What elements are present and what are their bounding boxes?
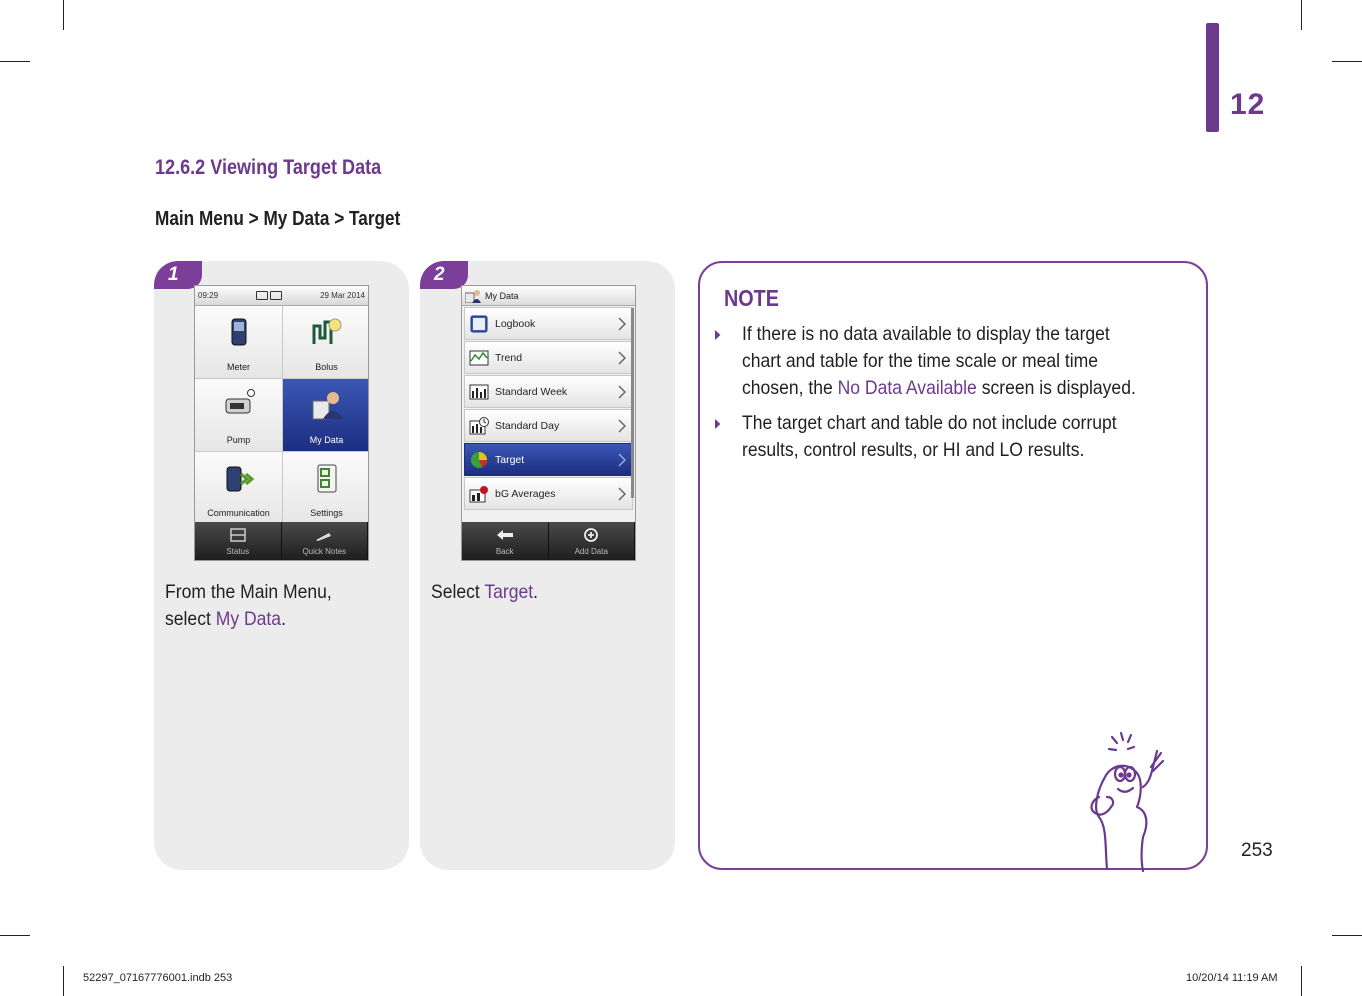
pump-icon xyxy=(223,389,255,421)
device-status-bar xyxy=(195,286,368,306)
tile-my-data[interactable] xyxy=(283,379,369,451)
chapter-tab-bar xyxy=(1206,23,1219,132)
status-button[interactable] xyxy=(195,522,282,560)
menu-item-standard-day[interactable]: Standard Day xyxy=(464,409,633,442)
chevron-right-icon xyxy=(618,419,626,433)
add-plus-icon xyxy=(582,528,600,542)
breadcrumb: Main Menu > My Data > Target xyxy=(155,208,401,230)
step-number-badge: 1 xyxy=(154,261,202,289)
battery-icon xyxy=(270,291,282,300)
bottom-label: Status xyxy=(226,547,250,556)
back-arrow-icon xyxy=(496,528,514,542)
step-card-2 xyxy=(420,261,675,870)
print-slug-date: 10/20/14 11:19 AM xyxy=(1186,972,1278,984)
target-pie-icon xyxy=(469,451,489,469)
device-screen-title: My Data xyxy=(462,286,635,306)
note-item: The target chart and table do not include corrupt results, control results, or HI and LO results. xyxy=(742,410,1138,464)
tile-bolus[interactable] xyxy=(283,306,369,378)
ui-term-highlight: Target xyxy=(484,581,534,603)
tile-settings[interactable] xyxy=(283,452,369,524)
device-date: 29 Mar 2014 xyxy=(320,291,365,300)
device-screen-main-menu xyxy=(194,285,369,561)
chevron-right-icon xyxy=(618,453,626,467)
crop-mark xyxy=(63,966,64,996)
main-menu-grid xyxy=(195,306,368,524)
step-number-badge: 2 xyxy=(420,261,468,289)
chevron-right-icon xyxy=(618,385,626,399)
note-item: If there is no data available to display the target chart and table for the time scale or meal time chosen, the No Data Available screen is displayed. xyxy=(742,321,1138,402)
settings-checklist-icon xyxy=(311,462,343,494)
device-bottom-bar xyxy=(195,522,368,560)
chapter-number: 12 xyxy=(1230,88,1266,121)
device-bottom-bar xyxy=(462,522,635,560)
list-scrollbar[interactable] xyxy=(631,308,634,498)
crop-mark xyxy=(63,0,64,30)
bottom-label: Back xyxy=(495,547,514,556)
crop-mark xyxy=(0,935,30,936)
step-instruction: Select Target. xyxy=(431,581,539,603)
crop-mark xyxy=(0,61,30,62)
idea-mascot-illustration xyxy=(1085,727,1185,872)
tile-label: Communication xyxy=(207,508,270,518)
bg-averages-icon xyxy=(469,485,489,503)
note-title: NOTE xyxy=(724,285,779,311)
tile-label: Bolus xyxy=(315,362,338,372)
step-instruction: From the Main Menu, select My Data. xyxy=(165,581,332,630)
tile-label: Pump xyxy=(226,435,251,445)
quick-notes-button[interactable] xyxy=(282,522,369,560)
standard-day-icon xyxy=(469,417,489,435)
triangle-bullet-icon xyxy=(715,419,720,429)
my-data-icon xyxy=(311,389,343,421)
crop-mark xyxy=(1332,61,1362,62)
meter-status-icon xyxy=(256,291,268,300)
menu-item-logbook[interactable]: Logbook xyxy=(464,307,633,340)
section-title: 12.6.2 Viewing Target Data xyxy=(155,156,382,179)
logbook-icon xyxy=(469,315,489,333)
device-time: 09:29 xyxy=(198,291,219,300)
bottom-label: Add Data xyxy=(574,547,608,556)
ui-term-highlight: My Data xyxy=(215,608,282,630)
menu-item-target[interactable]: Target xyxy=(464,443,633,476)
add-data-button[interactable] xyxy=(549,522,636,560)
menu-item-standard-week[interactable]: Standard Week xyxy=(464,375,633,408)
my-data-icon xyxy=(465,289,481,303)
bolus-icon xyxy=(311,316,343,348)
page-number: 253 xyxy=(1241,840,1273,861)
print-slug-file: 52297_07167776001.indb 253 xyxy=(83,972,233,984)
pencil-icon xyxy=(315,528,333,542)
tile-pump[interactable] xyxy=(195,379,282,451)
tile-label: My Data xyxy=(309,435,344,445)
device-screen-my-data xyxy=(461,285,636,561)
ui-term-highlight: No Data Available xyxy=(837,377,977,399)
chevron-right-icon xyxy=(618,351,626,365)
tile-communication[interactable] xyxy=(195,452,282,524)
tile-label: Settings xyxy=(310,508,343,518)
menu-item-trend[interactable]: Trend xyxy=(464,341,633,374)
tile-label: Meter xyxy=(226,362,250,372)
status-icon xyxy=(229,528,247,542)
crop-mark xyxy=(1332,935,1362,936)
meter-icon xyxy=(223,316,255,348)
bottom-label: Quick Notes xyxy=(302,547,347,556)
menu-item-bg-averages[interactable]: bG Averages xyxy=(464,477,633,510)
chevron-right-icon xyxy=(618,317,626,331)
tile-meter[interactable] xyxy=(195,306,282,378)
step-card-1 xyxy=(154,261,409,870)
trend-chart-icon xyxy=(469,349,489,367)
triangle-bullet-icon xyxy=(715,330,720,340)
crop-mark xyxy=(1301,966,1302,996)
standard-week-icon xyxy=(469,383,489,401)
chevron-right-icon xyxy=(618,487,626,501)
crop-mark xyxy=(1301,0,1302,30)
back-button[interactable] xyxy=(462,522,549,560)
communication-icon xyxy=(223,462,255,494)
